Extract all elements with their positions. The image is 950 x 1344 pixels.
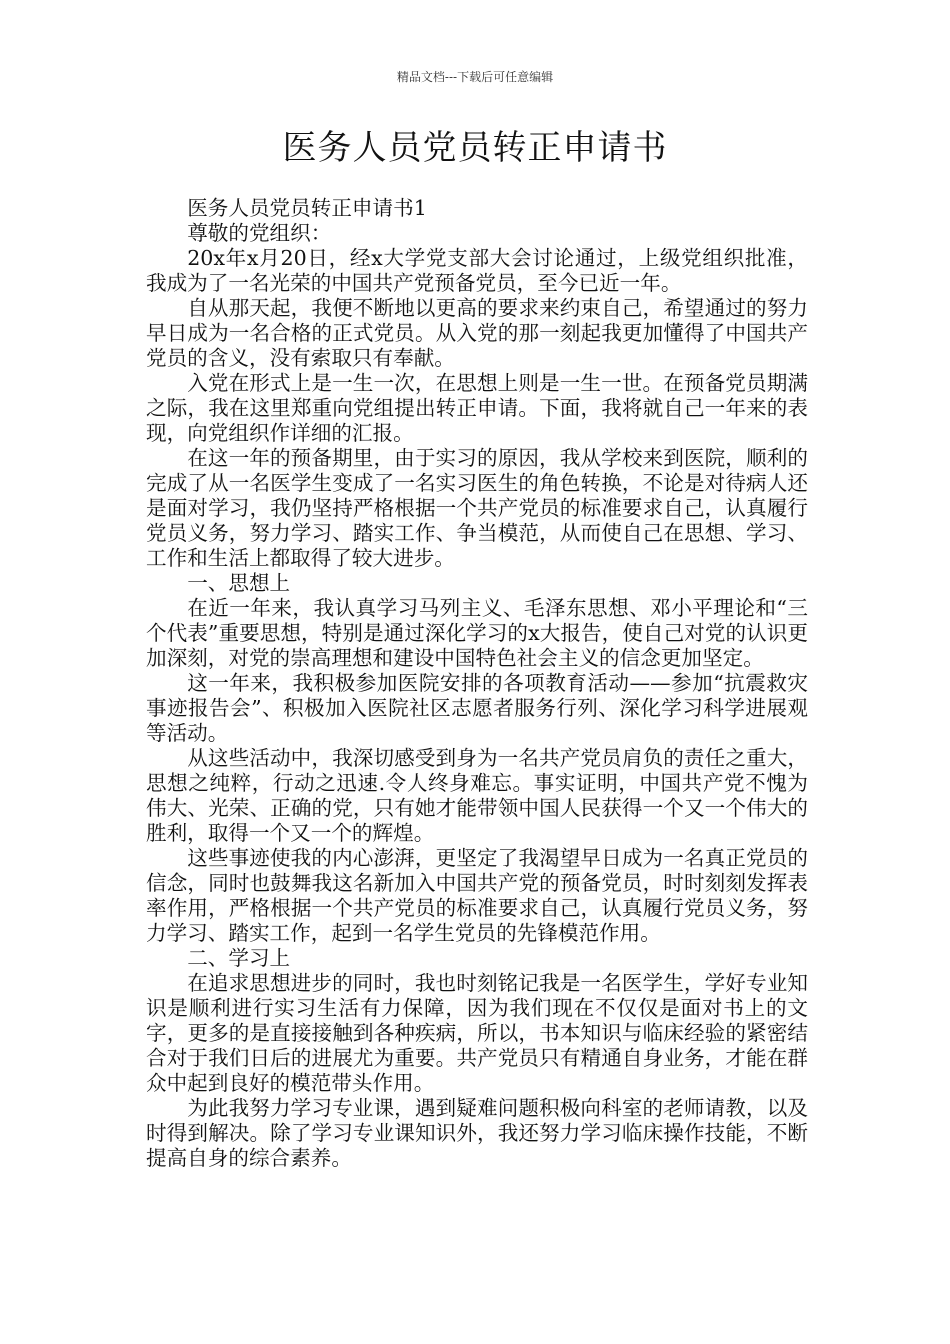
paragraph: 从这些活动中，我深切感受到身为一名共产党员肩负的责任之重大，思想之纯粹，行动之迅速.令人终身难忘。事实证明，中国共产党不愧为伟大、光荣、正确的党，只有她才能带领中国人民获得一个又一个伟大的胜利，取得一个又一个的辉煌。 [146, 746, 808, 845]
section-heading: 二、学习上 [187, 946, 291, 970]
paragraph: 在这一年的预备期里，由于实习的原因，我从学校来到医院，顺利的完成了从一名医学生变成了一名实习医生的角色转换，不论是对待病人还是面对学习，我仍坚持严格根据一个共产党员的标准要求自己，认真履行党员义务，努力学习、踏实工作、争当模范，从而使自己在思想、学习、工作和生活上都取得了较大进步。 [146, 446, 808, 570]
header-note: 精品文档---下载后可任意编辑 [396, 70, 554, 84]
paragraph: 在近一年来，我认真学习马列主义、毛泽东思想、邓小平理论和“三个代表”重要思想，特别是通过深化学习的x大报告，使自己对党的认识更加深刻，对党的崇高理想和建设中国特色社会主义的信念更加坚定。 [146, 596, 808, 670]
paragraph: 20x年x月20日，经x大学党支部大会讨论通过，上级党组织批准，我成为了一名光荣的中国共产党预备党员，至今已近一年。 [146, 246, 808, 295]
paragraph: 医务人员党员转正申请书1 [187, 196, 427, 220]
document-body [146, 196, 808, 1171]
paragraph: 这一年来，我积极参加医院安排的各项教育活动——参加“抗震救灾事迹报告会”、积极加入医院社区志愿者服务行列、深化学习科学进展观等活动。 [146, 671, 808, 745]
document-title: 医务人员党员转正申请书 [282, 128, 668, 168]
paragraph: 自从那天起，我便不断地以更高的要求来约束自己，希望通过的努力早日成为一名合格的正式党员。从入党的那一刻起我更加懂得了中国共产党员的含义，没有索取只有奉献。 [146, 296, 808, 370]
section-heading: 一、思想上 [187, 571, 291, 595]
paragraph: 尊敬的党组织： [187, 221, 332, 245]
paragraph: 这些事迹使我的内心澎湃，更坚定了我渴望早日成为一名真正党员的信念，同时也鼓舞我这名新加入中国共产党的预备党员，时时刻刻发挥表率作用，严格根据一个共产党员的标准要求自己，认真履行党员义务，努力学习、踏实工作，起到一名学生党员的先锋模范作用。 [146, 846, 808, 945]
paragraph: 为此我努力学习专业课，遇到疑难问题积极向科室的老师请教，以及时得到解决。除了学习专业课知识外，我还努力学习临床操作技能，不断提高自身的综合素养。 [146, 1096, 808, 1170]
paragraph: 入党在形式上是一生一次，在思想上则是一生一世。在预备党员期满之际，我在这里郑重向党组提出转正申请。下面，我将就自己一年来的表现，向党组织作详细的汇报。 [146, 371, 808, 445]
paragraph: 在追求思想进步的同时，我也时刻铭记我是一名医学生，学好专业知识是顺利进行实习生活有力保障，因为我们现在不仅仅是面对书上的文字，更多的是直接接触到各种疾病，所以，书本知识与临床经验的紧密结合对于我们日后的进展尤为重要。共产党员只有精通自身业务，才能在群众中起到良好的模范带头作用。 [146, 971, 808, 1095]
